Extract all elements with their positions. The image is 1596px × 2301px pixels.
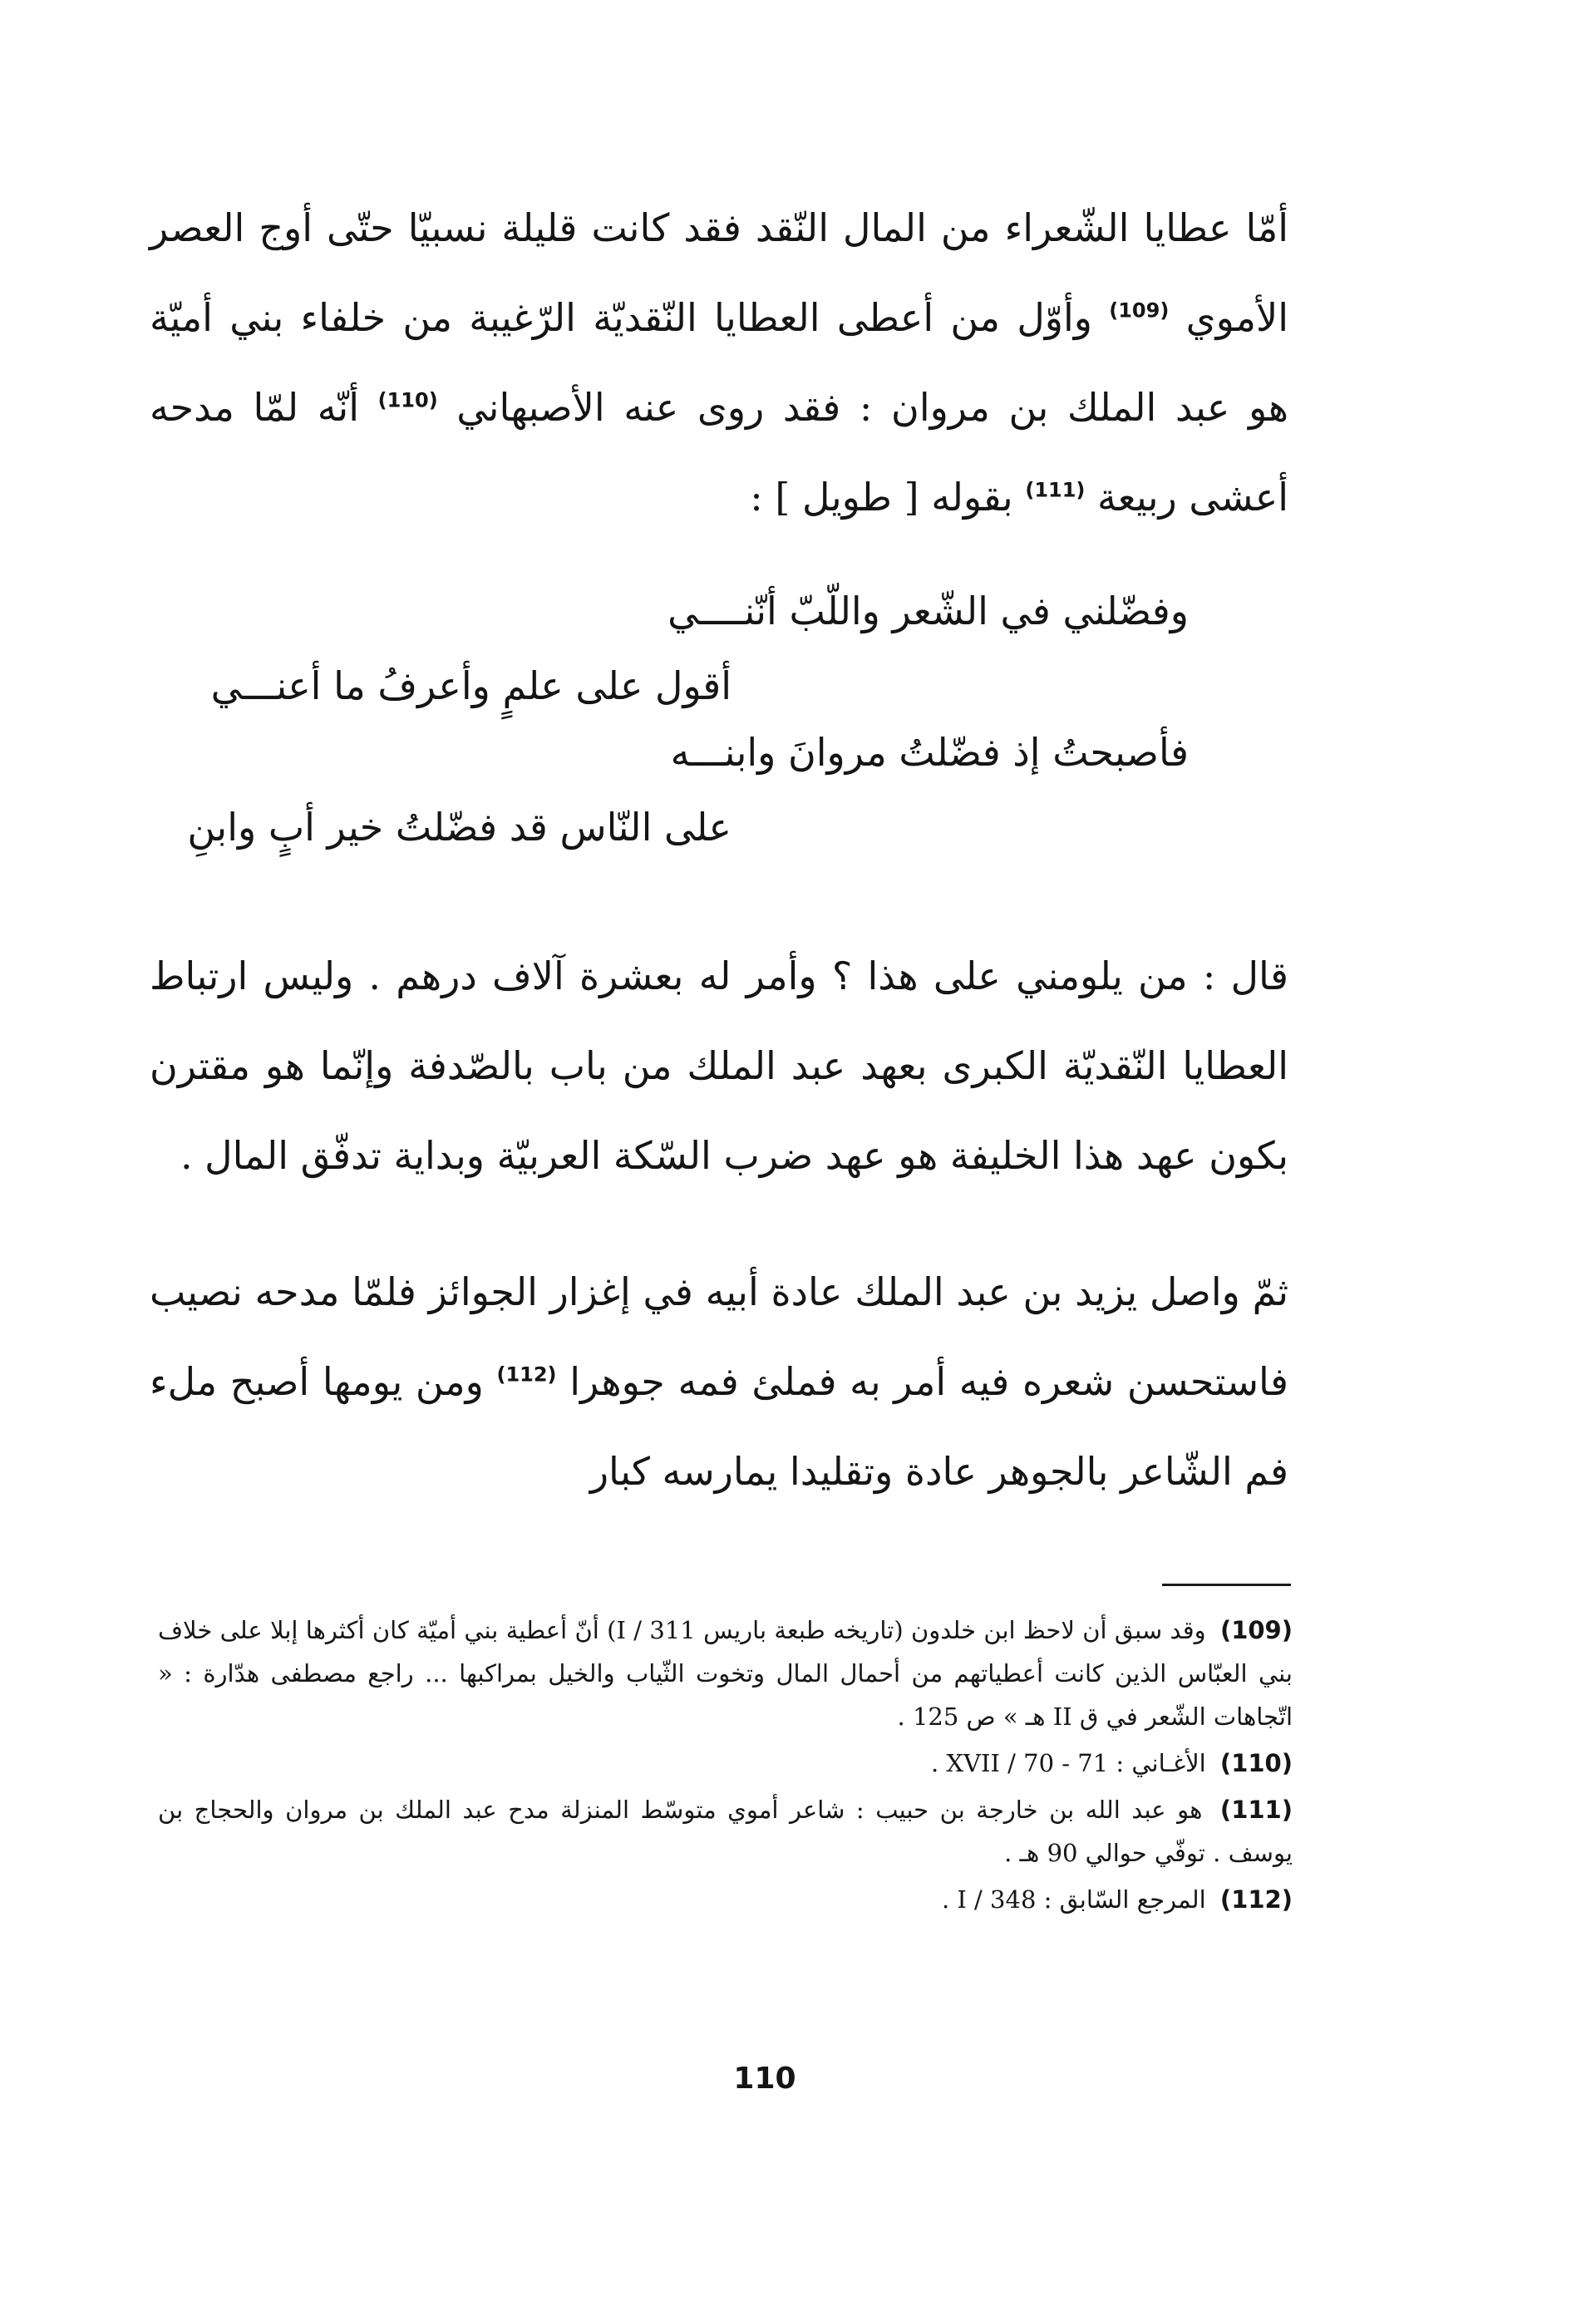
paragraph-text: قال : من يلومني على هذا ؟ وأمر له بعشرة آلاف درهم . وليس ارتباط العطايا النّقديّة الكبرى بعهد عبد الملك من باب بالصّدفة وإنّما هو مقترن بكون عهد هذا الخليفة هو عهد ضرب السّكة العربيّة وبداية تدفّق المال .	[150, 953, 1288, 1178]
footnote-number: (109)	[1219, 1616, 1293, 1644]
paragraph-text: وأوّل من أعطى العطايا النّقديّة الرّغيبة من خلفاء بني أميّة هو عبد الملك بن مروان : فقد روى عنه الأصبهاني	[150, 295, 1289, 430]
paragraph-text: بقوله [ طويل ] :	[750, 475, 1013, 520]
footnote-text: وقد سبق أن لاحظ ابن خلدون (تاريخه طبعة باريس I / 311) أنّ أعطية بني أميّة كان أكثرها إبلا على خلاف بني العبّاس الذين كانت أعطياتهم من أحمال المال وتخوت الثّياب والخيل بمراكبها ... راجع مصطفى هدّارة : « اتّجاهات الشّعر في ق II هـ » ص 125 .	[158, 1616, 1293, 1731]
footnote-112	[158, 1878, 1293, 1921]
footnote-111	[158, 1788, 1293, 1875]
footnote-109	[158, 1609, 1293, 1738]
body-paragraph-3	[150, 1247, 1288, 1516]
footnote-text: الأغـاني : XVII / 70 - 71 .	[930, 1749, 1206, 1777]
footnote-text: هو عبد الله بن خارجة بن حبيب : شاعر أموي متوسّط المنزلة مدح عبد الملك بن مروان والحجاج بن يوسف . توفّي حوالي 90 هـ .	[158, 1796, 1293, 1867]
footnote-110	[158, 1742, 1293, 1785]
paragraph-text: ثمّ واصل يزيد بن عبد الملك عادة أبيه في إغزار الجوائز فلمّا مدحه نصيب فاستحسن شعره فيه أمر به فملئ فمه جوهرا	[150, 1269, 1289, 1404]
footnote-reference: (109)	[1109, 298, 1170, 323]
body-paragraph-1	[150, 183, 1288, 542]
footnote-reference: (112)	[496, 1362, 557, 1387]
paragraph-text: أنّه لمّا مدحه أعشى ربيعة	[150, 385, 1288, 520]
verse-line-2: أقول على علمٍ وأعرفُ ما أعنـــي	[210, 663, 732, 708]
footnote-reference: (111)	[1025, 478, 1086, 502]
footnote-separator	[1162, 1584, 1291, 1586]
footnote-reference: (110)	[377, 388, 438, 412]
footnote-number: (110)	[1219, 1749, 1293, 1777]
body-paragraph-2	[150, 931, 1288, 1200]
footnote-number: (112)	[1219, 1885, 1293, 1914]
verse-line-1: وفضّلني في الشّعر واللّبّ أنّنــــي	[667, 589, 1189, 633]
paragraph-text: أمّا عطايا الشّعراء من المال النّقد فقد كانت قليلة نسبيّا حتّى أوج العصر الأموي	[150, 205, 1288, 340]
footnotes-section	[158, 1609, 1293, 1924]
paragraph-text: ومن يومها أصبح ملء فم الشّاعر بالجوهر عادة وتقليدا يمارسه كبار	[150, 1359, 1288, 1494]
footnote-number: (111)	[1219, 1796, 1293, 1824]
page-number: 110	[733, 2062, 796, 2096]
footnote-text: المرجع السّابق : I / 348 .	[941, 1885, 1206, 1914]
verse-line-3: فأصبحتُ إذ فضّلتُ مروانَ وابنـــه	[670, 730, 1189, 775]
verse-line-4: على النّاس قد فضّلتُ خير أبٍ وابنِ	[187, 805, 732, 850]
